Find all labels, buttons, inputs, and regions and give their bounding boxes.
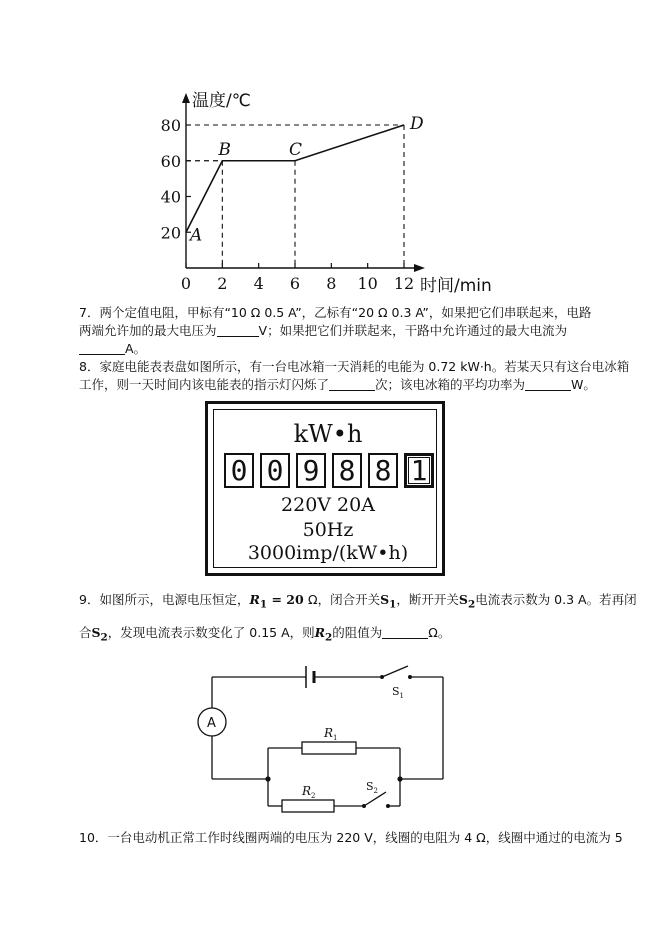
q9-r2-sub: 2	[325, 631, 333, 644]
q7-text-a: 两端允许加的最大电压为	[79, 323, 217, 338]
x-tick-label-0: 0	[180, 274, 192, 293]
q8-text-a: 工作，则一天时间内该电能表的指示灯闪烁了	[79, 377, 330, 392]
q9-s2-sub: 2	[467, 598, 476, 611]
junction-right	[397, 776, 402, 781]
q9-s1-symbol	[380, 592, 397, 611]
q7-blank-current[interactable]	[79, 342, 125, 355]
junction-left	[265, 776, 270, 781]
q7-blank-voltage[interactable]	[217, 324, 259, 337]
q9-r1-letter: R	[249, 592, 260, 607]
question-7-line-2	[79, 322, 567, 339]
ammeter-label: A	[207, 716, 216, 731]
r1-label-letter: R	[324, 726, 334, 740]
q9-s1-letter: S	[380, 592, 390, 607]
q7-text-c: A。	[125, 341, 147, 356]
question-10-line-1: 10．一台电动机正常工作时线圈两端的电压为 220 V，线圈的电阻为 4 Ω，线圈中通过的电流为 5	[79, 830, 623, 845]
energy-meter	[205, 401, 445, 576]
question-8-line-1: 8．家庭电能表表盘如图所示，有一台电冰箱一天消耗的电能为 0.72 kW·h。若某天只有这台电冰箱	[79, 359, 630, 374]
question-9-line-2	[79, 624, 450, 647]
q8-blank-power[interactable]	[525, 378, 571, 391]
q8-text-b: 次；该电冰箱的平均功率为	[375, 377, 526, 392]
meter-constant: 3000imp/(kW•h)	[247, 542, 409, 564]
meter-digit-1: 0	[224, 453, 254, 488]
resistor-r2	[282, 800, 334, 812]
q7-text-b: V；如果把它们并联起来，干路中允许通过的最大电流为	[258, 323, 568, 338]
x-tick-label-5: 10	[357, 274, 378, 293]
y-tick-label-1: 40	[160, 187, 181, 207]
q9-text-c: ，断开开关	[396, 592, 459, 607]
x-axis-label: 时间/min	[420, 276, 492, 295]
q9-text-b: Ω，闭合开关	[308, 592, 381, 607]
s1-label-sub: 1	[399, 692, 405, 700]
circuit-diagram	[190, 660, 460, 825]
q9-s1-sub: 1	[389, 598, 397, 611]
q9-text-g: 的阻值为	[332, 625, 383, 640]
q8-text-c: W。	[571, 377, 596, 392]
meter-digit-6-value: 1	[408, 457, 430, 484]
y-axis-label: 温度/℃	[192, 91, 251, 111]
point-label-B: B	[218, 139, 231, 160]
meter-digit-5: 8	[368, 453, 398, 488]
s2-label-letter: S	[366, 780, 374, 793]
q9-text-f: ，发现电流表示数变化了 0.15 A，则	[107, 625, 315, 640]
meter-digit-2: 0	[260, 453, 290, 488]
x-tick-label-3: 6	[289, 274, 301, 293]
point-label-A: A	[190, 225, 203, 246]
switch-s2-contact	[386, 804, 390, 808]
resistor-r1	[302, 742, 356, 754]
point-label-C: C	[289, 139, 303, 160]
question-7-line-1: 7．两个定值电阻，甲标有“10 Ω 0.5 A”，乙标有“20 Ω 0.3 A”，如果把它们串联起来，电路	[79, 305, 592, 320]
s1-label	[392, 685, 404, 700]
q9-s2-symbol-2	[91, 625, 108, 644]
question-9-line-1	[79, 591, 637, 614]
q9-r1-sub: 1	[259, 598, 268, 611]
x-tick-label-4: 8	[326, 274, 337, 293]
s1-label-letter: S	[392, 685, 400, 698]
switch-s1-pivot	[380, 675, 384, 679]
r2-label	[301, 784, 316, 800]
s2-label-sub: 2	[373, 787, 379, 795]
q9-blank-resistance[interactable]	[382, 626, 428, 639]
q9-text-e: 合	[79, 625, 92, 640]
switch-s1-blade	[382, 666, 408, 677]
question-7-line-3	[79, 340, 146, 357]
r2-label-letter: R	[302, 784, 312, 798]
x-tick-label-6: 12	[393, 274, 415, 293]
question-8-line-2	[79, 376, 596, 393]
r1-label	[323, 726, 338, 742]
meter-frequency: 50Hz	[302, 519, 354, 541]
r2-label-sub: 2	[311, 792, 316, 800]
q9-s2-letter-2: S	[91, 625, 101, 640]
q9-r2-letter: R	[314, 625, 326, 640]
q9-r1-value: = 20	[267, 592, 309, 607]
q9-r1-symbol	[249, 592, 268, 611]
meter-digit-6	[404, 453, 434, 488]
y-tick-label-2: 60	[160, 151, 181, 171]
x-axis-arrow	[414, 264, 425, 272]
y-axis-arrow	[182, 93, 190, 103]
temperature-time-graph	[160, 85, 520, 295]
r1-label-sub: 1	[333, 734, 338, 742]
q8-blank-flashes[interactable]	[329, 378, 375, 391]
meter-digit-3: 9	[296, 453, 326, 488]
point-label-D: D	[410, 114, 424, 134]
meter-rating: 220V 20A	[281, 494, 375, 516]
q9-text-a: 9．如图所示，电源电压恒定，	[79, 592, 250, 607]
q9-s2-sub-2: 2	[100, 631, 108, 644]
switch-s1-contact	[408, 675, 412, 679]
s2-label	[366, 780, 378, 795]
x-tick-label-2: 4	[253, 274, 264, 293]
meter-unit: kW•h	[293, 420, 363, 448]
q9-s2-symbol	[458, 592, 476, 611]
switch-s2-pivot	[362, 804, 366, 808]
x-tick-label-1: 2	[217, 274, 228, 293]
q9-text-d: 电流表示数为 0.3 A。若再闭	[475, 592, 637, 607]
q9-s2-letter: S	[458, 592, 468, 607]
q9-r2-symbol	[314, 625, 333, 644]
y-tick-label-0: 20	[160, 223, 181, 243]
q9-text-h: Ω。	[428, 625, 451, 640]
y-tick-label-3: 80	[160, 116, 181, 135]
meter-digit-4: 8	[332, 453, 362, 488]
